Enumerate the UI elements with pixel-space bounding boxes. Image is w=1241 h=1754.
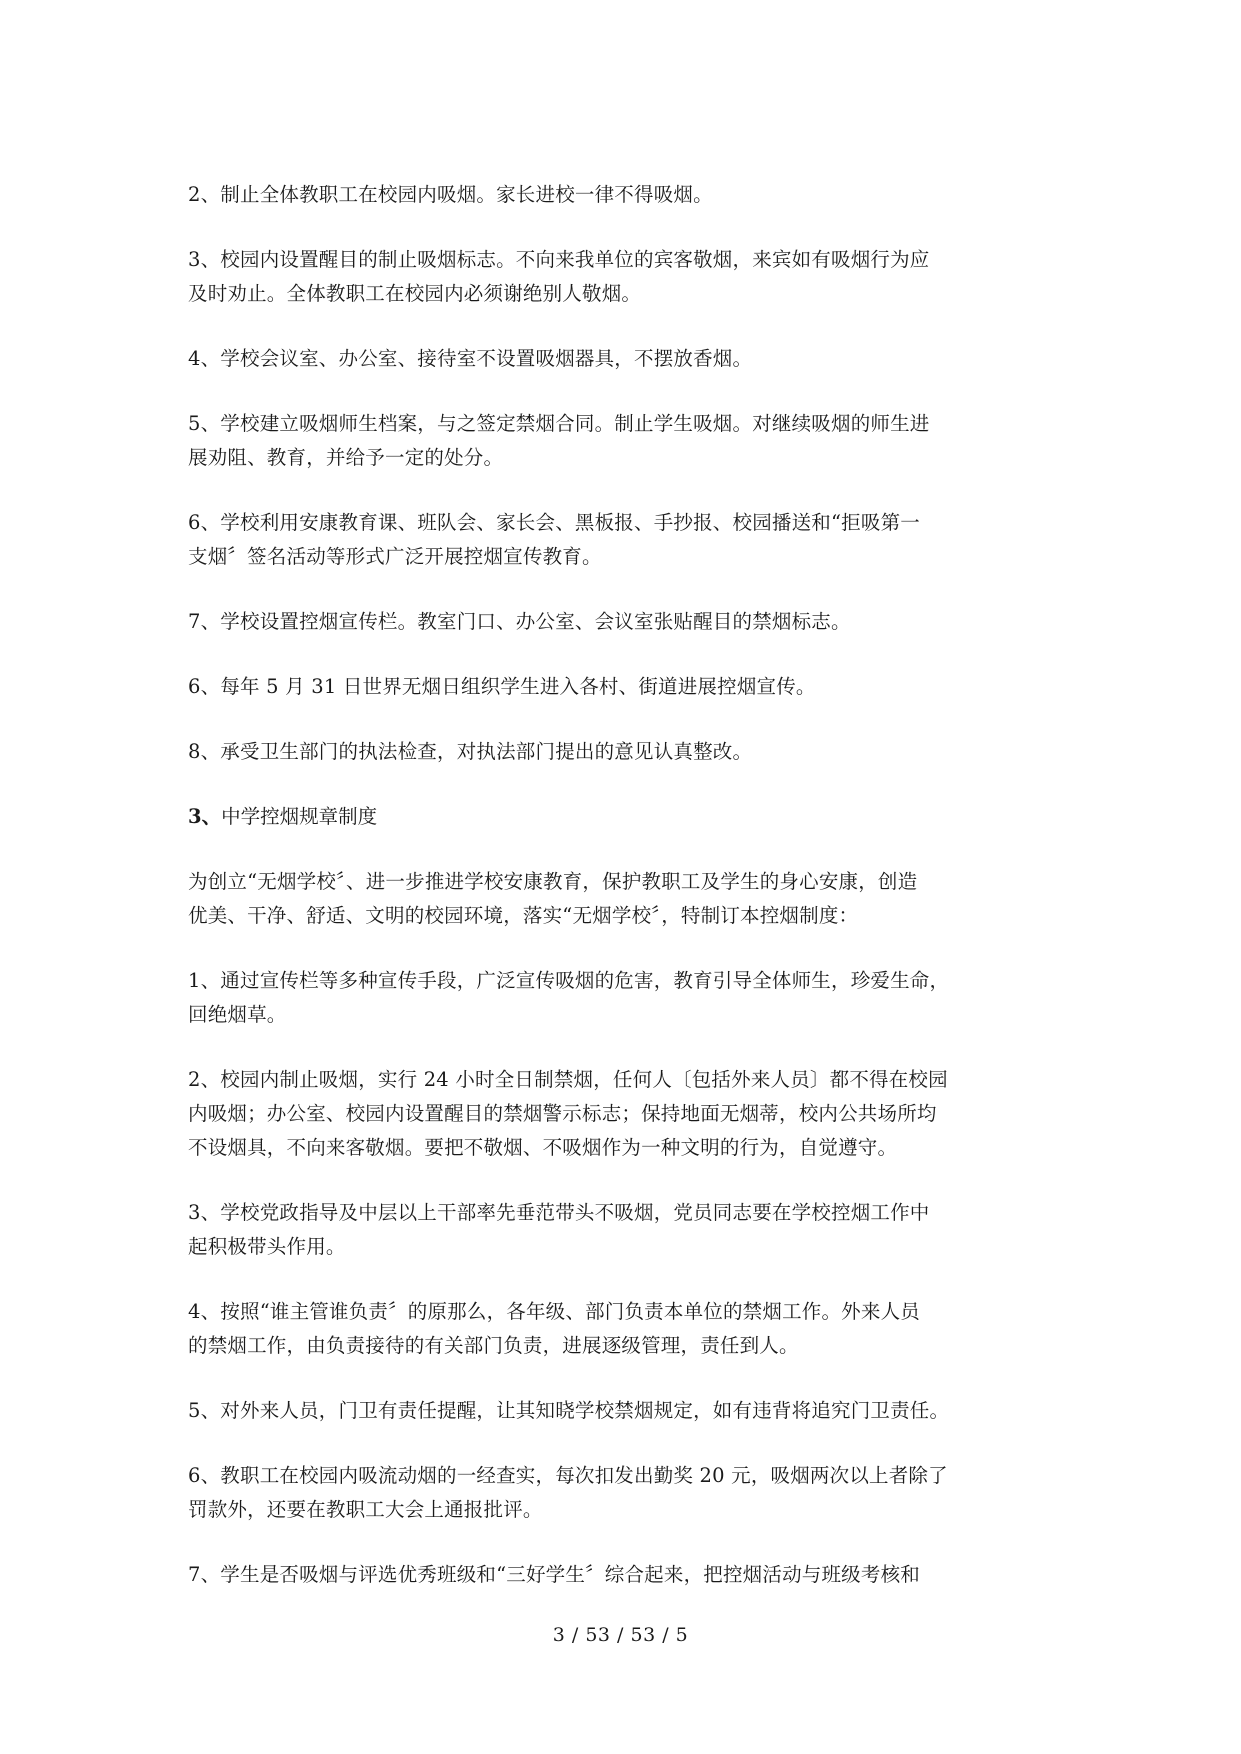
paragraph-line: 内吸烟；办公室、校园内设置醒目的禁烟警示标志；保持地面无烟蒂，校内公共场所均 — [188, 1102, 937, 1125]
paragraph-item-8 — [188, 735, 1058, 769]
section-intro — [188, 865, 1058, 933]
document-body — [188, 178, 1058, 1623]
paragraph-line: 3、学校党政指导及中层以上干部率先垂范带头不吸烟，党员同志要在学校控烟工作中 — [188, 1201, 930, 1224]
rule-item-1 — [188, 964, 1058, 1032]
paragraph-line: 2、校园内制止吸烟，实行 24 小时全日制禁烟，任何人〔包括外来人员〕都不得在校园 — [188, 1068, 948, 1091]
paragraph-item-6 — [188, 506, 1058, 574]
paragraph-item-5 — [188, 407, 1058, 475]
paragraph-item-3 — [188, 243, 1058, 311]
paragraph-line: 回绝烟草。 — [188, 1003, 287, 1026]
section-heading-number: 3、 — [188, 805, 222, 828]
paragraph-line: 7、学校设置控烟宣传栏。教室门口、办公室、会议室张贴醒目的禁烟标志。 — [188, 610, 851, 633]
section-heading — [188, 800, 1058, 834]
paragraph-line: 不设烟具，不向来客敬烟。要把不敬烟、不吸烟作为一种文明的行为，自觉遵守。 — [188, 1136, 898, 1159]
paragraph-line: 罚款外，还要在教职工大会上通报批评。 — [188, 1498, 543, 1521]
paragraph-line: 1、通过宣传栏等多种宣传手段，广泛宣传吸烟的危害，教育引导全体师生，珍爱生命， — [188, 969, 950, 992]
paragraph-line: 4、按照“谁主管谁负责〞的原那么，各年级、部门负责本单位的禁烟工作。外来人员 — [188, 1300, 920, 1323]
section-heading-title: 中学控烟规章制度 — [221, 805, 378, 828]
paragraph-line: 5、对外来人员，门卫有责任提醒，让其知晓学校禁烟规定，如有违背将追究门卫责任。 — [188, 1399, 950, 1422]
rule-item-6 — [188, 1459, 1058, 1527]
paragraph-line: 为创立“无烟学校〞、进一步推进学校安康教育，保护教职工及学生的身心安康，创造 — [188, 870, 918, 893]
paragraph-line: 的禁烟工作，由负责接待的有关部门负责，进展逐级管理，责任到人。 — [188, 1334, 799, 1357]
paragraph-line: 3、校园内设置醒目的制止吸烟标志。不向来我单位的宾客敬烟，来宾如有吸烟行为应 — [188, 248, 930, 271]
paragraph-item-4 — [188, 342, 1058, 376]
paragraph-line: 6、教职工在校园内吸流动烟的一经查实，每次扣发出勤奖 20 元，吸烟两次以上者除了 — [188, 1464, 948, 1487]
paragraph-line: 及时劝止。全体教职工在校园内必须谢绝别人敬烟。 — [188, 282, 642, 305]
paragraph-line: 8、承受卫生部门的执法检查，对执法部门提出的意见认真整改。 — [188, 740, 753, 763]
rule-item-4 — [188, 1295, 1058, 1363]
rule-item-7 — [188, 1558, 1058, 1592]
paragraph-line: 起积极带头作用。 — [188, 1235, 346, 1258]
paragraph-line: 5、学校建立吸烟师生档案，与之签定禁烟合同。制止学生吸烟。对继续吸烟的师生进 — [188, 412, 930, 435]
paragraph-item-6b — [188, 670, 1058, 704]
paragraph-line: 6、学校利用安康教育课、班队会、家长会、黑板报、手抄报、校园播送和“拒吸第一 — [188, 511, 920, 534]
paragraph-line: 4、学校会议室、办公室、接待室不设置吸烟器具，不摆放香烟。 — [188, 347, 753, 370]
paragraph-line: 展劝阻、教育，并给予一定的处分。 — [188, 446, 504, 469]
paragraph-line: 7、学生是否吸烟与评选优秀班级和“三好学生〞综合起来，把控烟活动与班级考核和 — [188, 1563, 920, 1586]
paragraph-line: 6、每年 5 月 31 日世界无烟日组织学生进入各村、街道进展控烟宣传。 — [188, 675, 816, 698]
rule-item-3 — [188, 1196, 1058, 1264]
paragraph-item-7 — [188, 605, 1058, 639]
paragraph-line: 优美、干净、舒适、文明的校园环境，落实“无烟学校〞，特制订本控烟制度： — [188, 904, 859, 927]
paragraph-line: 支烟〞签名活动等形式广泛开展控烟宣传教育。 — [188, 545, 602, 568]
rule-item-5 — [188, 1394, 1058, 1428]
paragraph-item-2 — [188, 178, 1058, 212]
rule-item-2 — [188, 1063, 1058, 1165]
page-footer-number: 3 / 53 / 53 / 5 — [552, 1624, 689, 1646]
paragraph-line: 2、制止全体教职工在校园内吸烟。家长进校一律不得吸烟。 — [188, 183, 713, 206]
